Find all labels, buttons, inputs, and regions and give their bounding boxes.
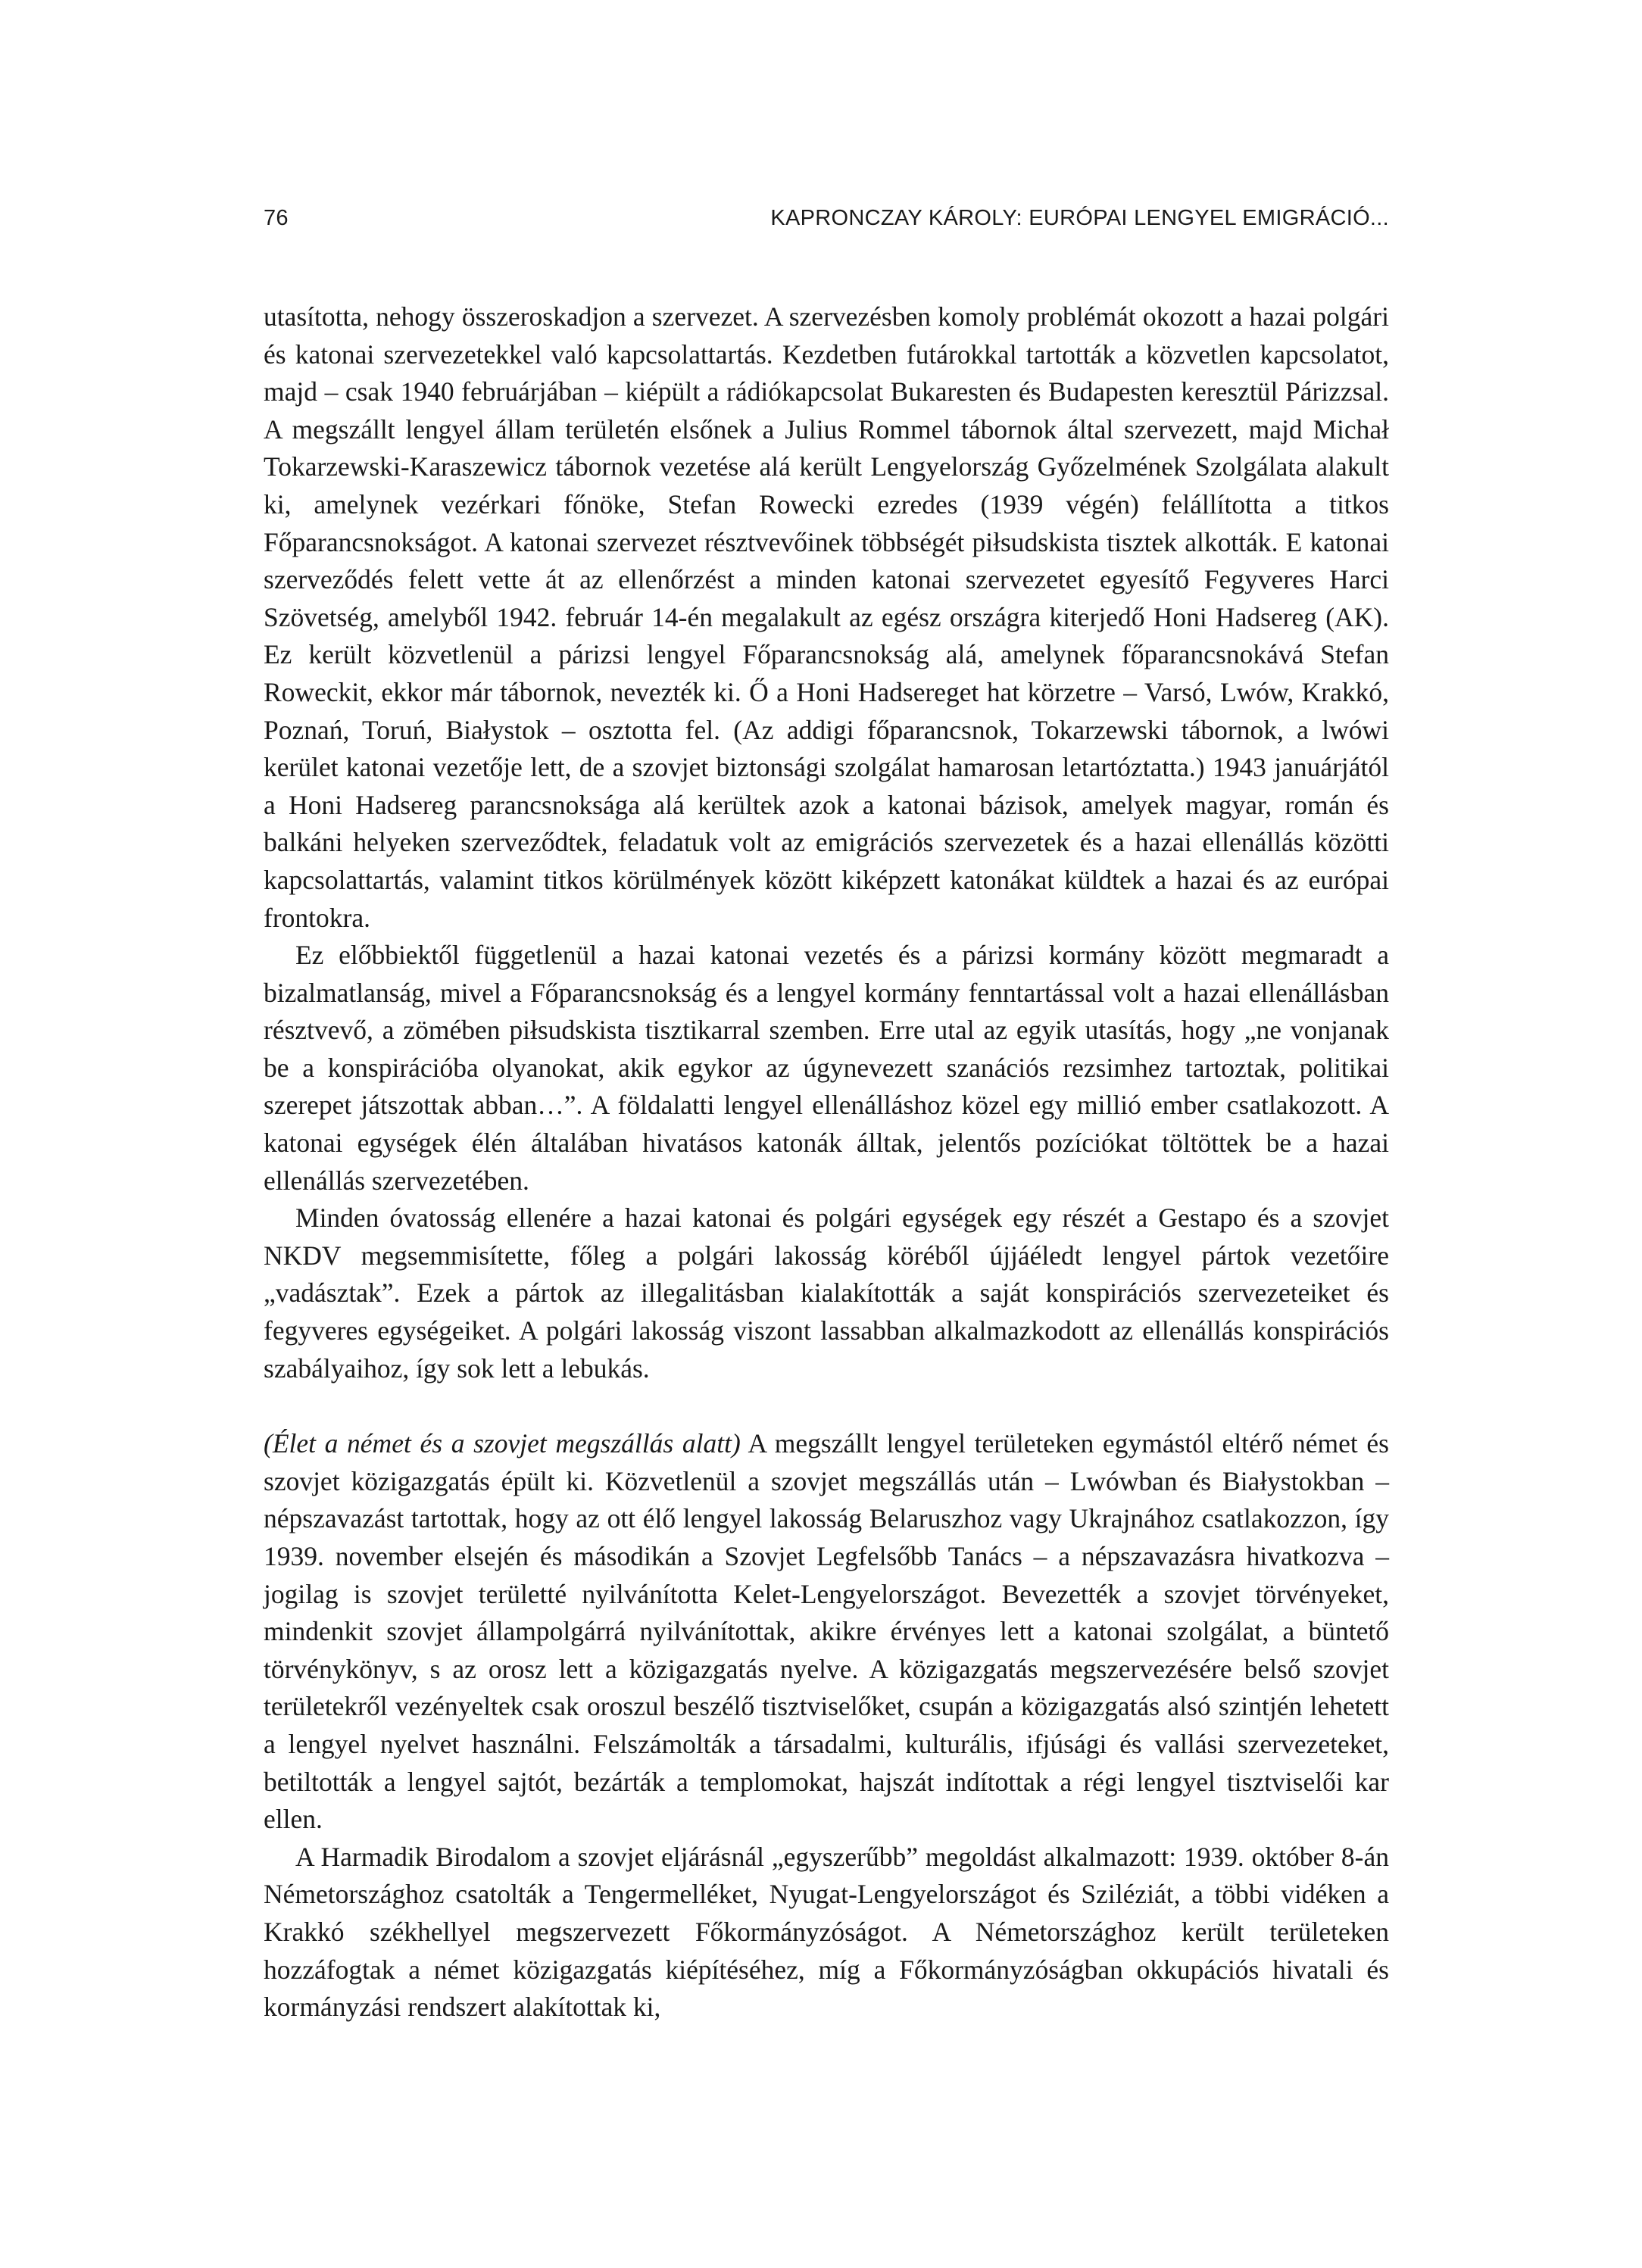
paragraph-2: Ez előbbiektől függetlenül a hazai katonai vezetés és a párizsi kormány között megmaradt a bizalmatlanság, mivel a Főparancsnokság és a lengyel kormány fenntartással volt a hazai ellenállásban résztvevő, a zömében piłsudskista tisztikarral szemben. Erre utal az egyik utasítás, hogy „ne vonjanak be a konspirációba olyanokat, akik egykor az úgynevezett szanációs rezsimhez tartoztak, politikai szerepet játszottak abban…”. A földalatti lengyel ellenálláshoz közel egy millió ember csatlakozott. A katonai egységek élén általában hivatásos katonák álltak, jelentős pozíciókat töltöttek be a hazai ellenállás szervezetében.	[264, 940, 1389, 1196]
paragraph-1: utasította, nehogy összeroskadjon a szervezet. A szervezésben komoly problémát okozott a hazai polgári és katonai szervezetekkel való kapcsolattartás. Kezdetben futárokkal tartották a közvetlen kapcsolatot, majd – csak 1940 februárjában – kiépült a rádiókapcsolat Bukaresten és Budapesten keresztül Párizzsal. A megszállt lengyel állam területén elsőnek a Julius Rommel tábornok által szervezett, majd Michał Tokarzewski-Karaszewicz tábornok vezetése alá került Lengyelország Győzelmének Szolgálata alakult ki, amelynek vezérkari főnöke, Stefan Rowecki ezredes (1939 végén) felállította a titkos Főparancsnokságot. A katonai szervezet résztvevőinek többségét piłsudskista tisztek alkották. E katonai szerveződés felett vette át az ellenőrzést a minden katonai szervezetet egyesítő Fegyveres Harci Szövetség, amelyből 1942. február 14-én megalakult az egész országra kiterjedő Honi Hadsereg (AK). Ez került közvetlenül a párizsi lengyel Főparancsnokság alá, amelynek főparancsnokává Stefan Roweckit, ekkor már tábornok, nevezték ki. Ő a Honi Hadsereget hat körzetre – Varsó, Lwów, Krakkó, Poznań, Toruń, Białystok – osztotta fel. (Az addigi főparancsnok, Tokarzewski tábornok, a lwówi kerület katonai vezetője lett, de a szovjet biztonsági szolgálat hamarosan letartóztatta.) 1943 januárjától a Honi Hadsereg parancsnoksága alá kerültek azok a katonai bázisok, amelyek magyar, román és balkáni helyeken szerveződtek, feladatuk volt az emigrációs szervezetek és a hazai ellenállás közötti kapcsolattartás, valamint titkos körülmények között kiképzett katonákat küldtek a hazai és az európai frontokra.	[264, 301, 1389, 933]
paragraph-4-text: A megszállt lengyel területeken egymástól eltérő német és szovjet közigazgatás épült ki. Közvetlenül a szovjet megszállás után – Lwówban és Białystokban – népszavazást tartottak, hogy az ott élő lengyel lakosság Belaruszhoz vagy Ukrajnához csatlakozzon, így 1939. november elsején és másodikán a Szovjet Legfelsőbb Tanács – a népszavazásra hivatkozva – jogilag is szovjet területté nyilvánította Kelet-Lengyelországot. Bevezették a szovjet törvényeket, mindenkit szovjet állampolgárrá nyilvánítottak, akikre érvényes lett a katonai szolgálat, a büntető törvénykönyv, s az orosz lett a közigazgatás nyelve. A közigazgatás megszervezésére belső szovjet területekről vezényeltek csak oroszul beszélő tisztviselőket, csupán a közigazgatás alsó szintjén lehetett a lengyel nyelvet használni. Felszámolták a társadalmi, kulturális, ifjúsági és vallási szervezeteket, betiltották a lengyel sajtót, bezárták a templomokat, hajszát indítottak a régi lengyel tisztviselői kar ellen.	[264, 1428, 1389, 1835]
running-header	[264, 206, 1389, 236]
body-text	[264, 298, 1389, 2026]
paragraph-5: A Harmadik Birodalom a szovjet eljárásnál „egyszerűbb” megoldást alkalmazott: 1939. október 8-án Németországhoz csatolták a Tengermelléket, Nyugat-Lengyelországot és Sziléziát, a többi vidéken a Krakkó székhellyel megszervezett Főkormányzóságot. A Németországhoz került területeken hozzáfogtak a német közigazgatás kiépítéséhez, míg a Főkormányzóságban okkupációs hivatali és kormányzási rendszert alakítottak ki,	[264, 1841, 1389, 2023]
book-page	[264, 206, 1389, 2026]
paragraph-3: Minden óvatosság ellenére a hazai katonai és polgári egységek egy részét a Gestapo és a szovjet NKDV megsemmisítette, főleg a polgári lakosság köréből újjáéledt lengyel pártok vezetőire „vadásztak”. Ezek a pártok az illegalitásban kialakították a saját konspirációs szervezeteiket és fegyveres egységeiket. A polgári lakosság viszont lassabban alkalmazkodott az ellenállás konspirációs szabályaihoz, így sok lett a lebukás.	[264, 1203, 1389, 1384]
section-heading: (Élet a német és a szovjet megszállás alatt)	[264, 1428, 741, 1459]
paragraph-4	[264, 1425, 1389, 1839]
running-title: KAPRONCZAY KÁROLY: EURÓPAI LENGYEL EMIGRÁCIÓ...	[770, 206, 1389, 230]
page-number: 76	[264, 206, 289, 230]
